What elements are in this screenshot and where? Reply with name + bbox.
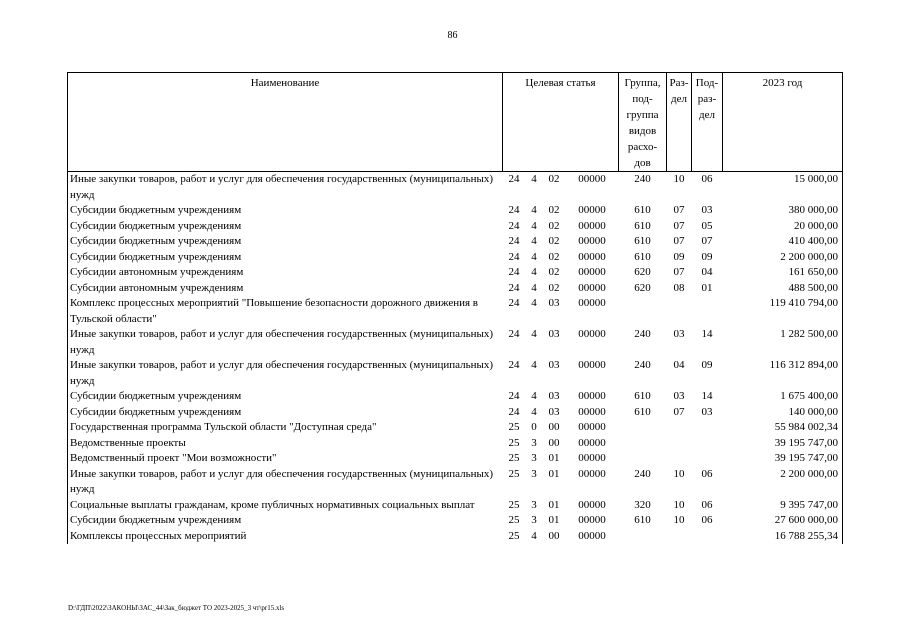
cell-amount: 16 788 255,34 [723,529,843,545]
cell-target-item: 02 [548,281,560,294]
cell-podrazdel [692,436,723,452]
table-row [68,436,843,452]
cell-podrazdel: 14 [701,328,713,340]
table-row [68,529,843,545]
cell-target-subprogram: 3 [531,498,537,511]
header-podrazdel: Под-раз-дел [692,73,723,172]
cell-razdel: 07 [673,266,685,278]
cell-amount: 55 984 002,34 [723,420,843,436]
cell-target-subprogram: 4 [531,328,537,340]
header-razdel: Раз-дел [667,73,692,172]
cell-razdel: 09 [673,250,685,263]
header-year: 2023 год [723,73,843,172]
table-row [68,389,843,405]
cell-target-item: 00 [548,421,560,433]
cell-amount: 15 000,00 [723,172,843,204]
cell-name: Ведомственные проекты [68,436,503,452]
cell-target-subprogram: 4 [531,405,537,418]
cell-name: Ведомственный проект "Мои возможности" [68,451,503,467]
cell-razdel: 07 [673,219,685,232]
cell-target-direction: 00000 [578,405,606,418]
cell-target-subprogram: 3 [531,452,537,464]
cell-target-program: 24 [508,281,520,294]
cell-name: Субсидии бюджетным учреждениям [68,219,503,235]
cell-target-direction: 00000 [578,173,606,185]
cell-target-program: 24 [508,235,520,247]
cell-target-direction: 00000 [578,359,606,371]
cell-target-program: 25 [508,436,520,449]
cell-name: Субсидии бюджетным учреждениям [68,250,503,266]
header-name: Наименование [68,73,503,172]
table-row [68,250,843,266]
cell-expense-group [619,420,667,436]
cell-target-item: 03 [548,359,560,371]
cell-expense-group [619,296,667,327]
cell-expense-group: 240 [634,173,651,185]
cell-amount: 380 000,00 [723,203,843,219]
cell-podrazdel: 05 [701,219,713,232]
cell-target-item: 03 [548,297,560,309]
cell-razdel: 08 [673,281,685,294]
cell-expense-group: 240 [634,467,651,480]
cell-target-program: 25 [508,529,520,542]
cell-podrazdel [692,420,723,436]
cell-target-program: 25 [508,498,520,511]
table-row [68,296,843,327]
cell-amount: 9 395 747,00 [723,498,843,514]
cell-razdel: 10 [673,498,685,511]
table-row [68,281,843,297]
cell-podrazdel: 07 [701,235,713,247]
cell-amount: 140 000,00 [723,405,843,421]
cell-podrazdel: 09 [701,250,713,263]
cell-target-direction: 00000 [578,436,606,449]
cell-target-item: 02 [548,204,560,216]
table-row [68,405,843,421]
cell-target-direction: 00000 [578,328,606,340]
cell-target-program: 24 [508,405,520,418]
table-row [68,203,843,219]
cell-amount: 39 195 747,00 [723,436,843,452]
table-row [68,265,843,281]
cell-razdel: 04 [673,359,685,371]
cell-razdel: 07 [673,235,685,247]
cell-expense-group: 240 [634,359,651,371]
cell-target-direction: 00000 [578,219,606,232]
cell-razdel: 03 [673,390,685,402]
cell-target-direction: 00000 [578,204,606,216]
cell-podrazdel [692,529,723,545]
cell-razdel: 10 [673,514,685,526]
cell-amount: 2 200 000,00 [723,250,843,266]
cell-name: Субсидии бюджетным учреждениям [68,389,503,405]
cell-podrazdel [692,296,723,327]
cell-target-subprogram: 4 [531,250,537,263]
cell-target-item: 03 [548,390,560,402]
cell-target-direction: 00000 [578,297,606,309]
cell-target-subprogram: 4 [531,297,537,309]
cell-target-item: 00 [548,529,560,542]
cell-target-direction: 00000 [578,390,606,402]
file-path-footer: D:\ГДП\2022\ЗАКОНЫ\ЗАС_44\Зак_бюджет ТО 2023-2025_3 чт\pr15.xls [68,604,285,612]
cell-amount: 2 200 000,00 [723,467,843,498]
table-row [68,358,843,389]
cell-expense-group: 610 [634,219,651,232]
cell-name: Субсидии бюджетным учреждениям [68,405,503,421]
cell-razdel: 07 [673,405,685,418]
cell-razdel [667,420,692,436]
cell-amount: 116 312 894,00 [723,358,843,389]
cell-amount: 39 195 747,00 [723,451,843,467]
budget-table [67,72,843,544]
cell-amount: 1 675 400,00 [723,389,843,405]
cell-target-direction: 00000 [578,266,606,278]
cell-name: Государственная программа Тульской области "Доступная среда" [68,420,503,436]
cell-expense-group: 240 [634,328,651,340]
cell-target-program: 24 [508,219,520,232]
cell-expense-group [619,451,667,467]
cell-amount: 488 500,00 [723,281,843,297]
cell-target-subprogram: 4 [531,529,537,542]
cell-amount: 1 282 500,00 [723,327,843,358]
cell-name: Субсидии автономным учреждениям [68,281,503,297]
cell-target-program: 24 [508,266,520,278]
table-row [68,219,843,235]
cell-target-item: 02 [548,173,560,185]
cell-target-item: 01 [548,498,560,511]
cell-podrazdel: 14 [701,390,713,402]
cell-expense-group: 610 [634,514,651,526]
cell-name: Субсидии автономным учреждениям [68,265,503,281]
table-row [68,467,843,498]
cell-amount: 20 000,00 [723,219,843,235]
cell-target-program: 25 [508,514,520,526]
cell-podrazdel: 06 [701,498,713,511]
cell-expense-group: 610 [634,235,651,247]
table-row [68,420,843,436]
cell-target-program: 24 [508,204,520,216]
cell-target-direction: 00000 [578,250,606,263]
cell-target-program: 24 [508,390,520,402]
cell-target-direction: 00000 [578,498,606,511]
cell-name: Иные закупки товаров, работ и услуг для обеспечения государственных (муниципальных) нужд [68,327,503,358]
cell-podrazdel: 03 [701,405,713,418]
cell-target-subprogram: 4 [531,281,537,294]
cell-target-item: 01 [548,452,560,464]
cell-name: Социальные выплаты гражданам, кроме публичных нормативных социальных выплат [68,498,503,514]
cell-target-direction: 00000 [578,421,606,433]
cell-target-item: 02 [548,235,560,247]
cell-target-item: 03 [548,405,560,418]
cell-target-subprogram: 4 [531,204,537,216]
cell-razdel [667,451,692,467]
cell-name: Субсидии бюджетным учреждениям [68,513,503,529]
cell-target-item: 02 [548,219,560,232]
cell-target-item: 02 [548,250,560,263]
cell-amount: 27 600 000,00 [723,513,843,529]
cell-target-direction: 00000 [578,529,606,542]
cell-podrazdel: 09 [701,359,713,371]
cell-target-direction: 00000 [578,467,606,480]
page-number: 86 [447,30,458,41]
cell-target-direction: 00000 [578,281,606,294]
cell-name: Комплекс процессных мероприятий "Повышение безопасности дорожного движения в Тульской области" [68,296,503,327]
cell-target-program: 24 [508,173,520,185]
cell-podrazdel: 04 [701,266,713,278]
cell-target-subprogram: 4 [531,173,537,185]
cell-target-item: 00 [548,436,560,449]
cell-target-subprogram: 0 [531,421,537,433]
cell-razdel: 10 [673,173,685,185]
cell-name: Иные закупки товаров, работ и услуг для обеспечения государственных (муниципальных) нужд [68,172,503,204]
cell-podrazdel: 06 [701,514,713,526]
table-row [68,327,843,358]
cell-target-program: 24 [508,328,520,340]
cell-target-item: 03 [548,328,560,340]
cell-amount: 119 410 794,00 [723,296,843,327]
cell-name: Иные закупки товаров, работ и услуг для обеспечения государственных (муниципальных) нужд [68,358,503,389]
cell-podrazdel: 03 [701,204,713,216]
cell-podrazdel: 06 [701,173,713,185]
cell-target-program: 25 [508,452,520,464]
cell-target-direction: 00000 [578,452,606,464]
cell-expense-group [619,436,667,452]
cell-expense-group: 610 [634,204,651,216]
cell-expense-group: 620 [634,266,651,278]
cell-razdel [667,436,692,452]
cell-target-item: 01 [548,514,560,526]
cell-target-subprogram: 4 [531,359,537,371]
cell-name: Субсидии бюджетным учреждениям [68,234,503,250]
table-row [68,172,843,204]
cell-amount: 410 400,00 [723,234,843,250]
cell-target-program: 24 [508,250,520,263]
cell-target-program: 24 [508,297,520,309]
cell-name: Субсидии бюджетным учреждениям [68,203,503,219]
table-row [68,451,843,467]
cell-amount: 161 650,00 [723,265,843,281]
cell-razdel [667,296,692,327]
cell-name: Иные закупки товаров, работ и услуг для обеспечения государственных (муниципальных) нужд [68,467,503,498]
cell-target-subprogram: 4 [531,235,537,247]
cell-expense-group: 610 [634,405,651,418]
cell-podrazdel: 06 [701,467,713,480]
cell-target-subprogram: 3 [531,467,537,480]
header-expense-group: Группа, под-группа видов расхо-дов [619,73,667,172]
cell-target-subprogram: 3 [531,436,537,449]
cell-name: Комплексы процессных мероприятий [68,529,503,545]
table-row [68,234,843,250]
cell-razdel: 03 [673,328,685,340]
cell-expense-group [619,529,667,545]
table-row [68,498,843,514]
cell-expense-group: 610 [634,390,651,402]
cell-target-subprogram: 3 [531,514,537,526]
cell-target-direction: 00000 [578,514,606,526]
cell-razdel [667,529,692,545]
cell-expense-group: 320 [634,498,651,511]
table-header-row [68,73,843,172]
header-target-article: Целевая статья [503,73,619,172]
cell-expense-group: 610 [634,250,651,263]
cell-target-subprogram: 4 [531,219,537,232]
cell-target-subprogram: 4 [531,390,537,402]
cell-podrazdel [692,451,723,467]
cell-target-program: 24 [508,359,520,371]
cell-target-program: 25 [508,467,520,480]
table-row [68,513,843,529]
cell-podrazdel: 01 [701,281,713,294]
cell-target-item: 01 [548,467,560,480]
cell-target-program: 25 [508,421,520,433]
cell-target-item: 02 [548,266,560,278]
cell-razdel: 07 [673,204,685,216]
cell-razdel: 10 [673,467,685,480]
table-body [68,172,843,545]
cell-expense-group: 620 [634,281,651,294]
cell-target-subprogram: 4 [531,266,537,278]
cell-target-direction: 00000 [578,235,606,247]
